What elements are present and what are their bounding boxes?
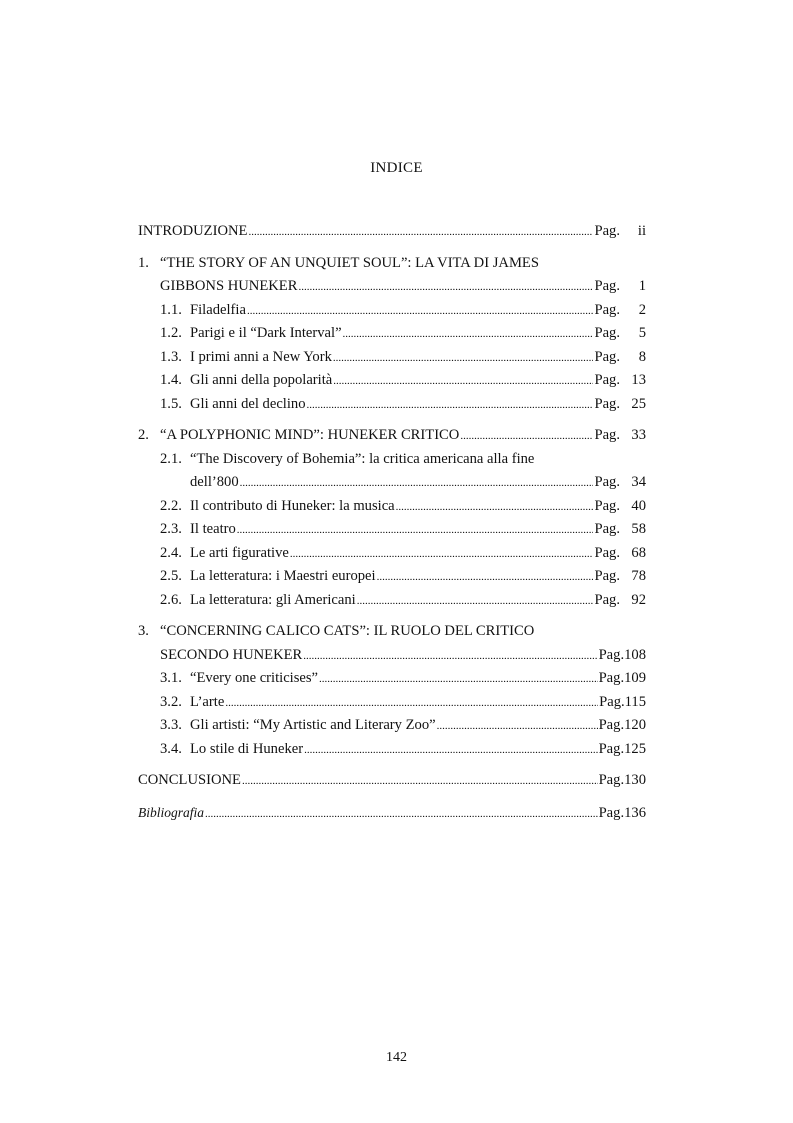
entry-title: Bibliografia [138,804,205,820]
toc-section-2-2 [138,495,646,519]
entry-page: 92 [631,591,646,608]
section-number: 3.1. [160,670,182,686]
toc-section-3-4 [138,738,646,762]
chapter-title-continued: GIBBONS HUNEKER [160,278,298,294]
pag-label: Pag. [594,325,620,341]
pag-label: Pag. [598,772,625,788]
dot-leader [396,496,594,520]
dot-leader [333,370,593,394]
pag-label: Pag. [594,568,620,584]
dot-leader [303,645,597,669]
section-number: 3.2. [160,693,182,710]
toc-section-1-1 [138,299,646,323]
entry-page: 108 [624,646,646,663]
pag-label: Pag. [598,717,625,733]
dot-leader [242,770,598,794]
dot-leader [319,668,598,692]
section-title: “The Discovery of Bohemia”: la critica americana alla fine [190,450,535,467]
section-number: 2.5. [160,568,182,584]
page-title: INDICE [370,160,423,176]
dot-leader [225,692,598,716]
toc-chapter-1-line-2 [138,275,646,299]
toc-section-1-2 [138,322,646,346]
entry-page: 33 [631,427,646,443]
section-number: 1.5. [160,395,182,412]
section-title: “Every one criticises” [190,670,319,686]
pag-label: Pag. [598,804,625,821]
chapter-title: “A POLYPHONIC MIND”: HUNEKER CRITICO [160,427,460,443]
dot-leader [290,543,594,567]
section-title: Gli artisti: “My Artistic and Literary Zoo” [190,717,436,733]
toc-section-2-4 [138,542,646,566]
entry-page: 68 [631,544,646,561]
pag-label: Pag. [594,591,620,608]
toc-section-2-1-line-1 [138,448,646,472]
pag-label: Pag. [594,372,620,388]
toc-entry-bibliografia [138,801,646,825]
dot-leader [240,472,594,496]
entry-page: ii [637,223,646,239]
chapter-title: “THE STORY OF AN UNQUIET SOUL”: LA VITA DI JAMES [160,254,539,271]
entry-title: INTRODUZIONE [138,223,248,239]
pag-label: Pag. [594,544,620,561]
pag-label: Pag. [594,497,620,514]
dot-leader [437,715,598,739]
toc-section-1-5 [138,393,646,417]
entry-page: 125 [624,740,646,757]
pag-label: Pag. [594,348,620,365]
toc-chapter-2 [138,424,646,448]
toc-chapter-3-line-2 [138,644,646,668]
dot-leader [205,803,598,827]
dot-leader [307,394,594,418]
section-number: 1.2. [160,325,182,341]
dot-leader [237,519,594,543]
pag-label: Pag. [594,395,620,412]
toc-section-1-4 [138,369,646,393]
entry-page: 5 [638,325,646,341]
section-number: 2.3. [160,521,182,537]
toc-section-3-3 [138,714,646,738]
chapter-number: 1. [138,254,149,271]
toc-section-2-3 [138,518,646,542]
toc-entry-introduzione [138,220,646,244]
section-title: La letteratura: gli Americani [190,591,356,608]
entry-page: 78 [631,568,646,584]
section-number: 2.2. [160,497,182,514]
toc-chapter-1-line-1 [138,252,646,276]
chapter-number: 2. [138,427,149,443]
toc-section-3-1 [138,667,646,691]
section-title: Il contributo di Huneker: la musica [190,497,395,514]
entry-page: 130 [624,772,646,788]
toc-section-3-2 [138,691,646,715]
section-title: Gli anni del declino [190,395,306,412]
dot-leader [460,425,593,449]
entry-page: 120 [624,717,646,733]
section-title: Parigi e il “Dark Interval” [190,325,342,341]
toc-section-2-5 [138,565,646,589]
pag-label: Pag. [594,474,620,490]
chapter-title-continued: SECONDO HUNEKER [160,646,303,663]
pag-label: Pag. [594,278,620,294]
pag-label: Pag. [594,223,620,239]
entry-page: 136 [624,804,646,821]
section-title: La letteratura: i Maestri europei [190,568,376,584]
toc-section-2-6 [138,589,646,613]
section-number: 2.1. [160,450,182,467]
entry-page: 40 [631,497,646,514]
dot-leader [247,300,594,324]
entry-page: 2 [638,301,646,318]
section-title: Filadelfia [190,301,246,318]
section-number: 1.4. [160,372,182,388]
toc-section-1-3 [138,346,646,370]
entry-page: 109 [624,670,646,686]
dot-leader [357,590,594,614]
section-title: Il teatro [190,521,236,537]
pag-label: Pag. [594,301,620,318]
section-number: 3.3. [160,717,182,733]
section-title: L’arte [190,693,225,710]
section-title-continued: dell’800 [190,474,239,490]
entry-page: 13 [631,372,646,388]
section-number: 3.4. [160,740,182,757]
entry-page: 115 [624,693,646,710]
section-title: Lo stile di Huneker [190,740,304,757]
pag-label: Pag. [598,740,625,757]
dot-leader [333,347,594,371]
pag-label: Pag. [598,646,625,663]
dot-leader [248,221,593,245]
toc-section-2-1-line-2 [138,471,646,495]
section-number: 2.6. [160,591,182,608]
entry-page: 1 [638,278,646,294]
entry-title: CONCLUSIONE [138,772,241,788]
toc-chapter-3-line-1 [138,620,646,644]
entry-page: 34 [631,474,646,490]
chapter-title: “CONCERNING CALICO CATS”: IL RUOLO DEL CRITICO [160,623,535,639]
entry-page: 58 [631,521,646,537]
entry-page: 8 [638,348,646,365]
dot-leader [304,739,597,763]
dot-leader [298,276,593,300]
dot-leader [343,323,594,347]
table-of-contents [138,220,646,824]
pag-label: Pag. [594,427,620,443]
dot-leader [377,566,594,590]
pag-label: Pag. [599,693,625,710]
pag-label: Pag. [598,670,625,686]
pag-label: Pag. [594,521,620,537]
section-number: 1.1. [160,301,182,318]
toc-entry-conclusione [138,769,646,793]
entry-page: 25 [631,395,646,412]
section-title: Gli anni della popolarità [190,372,333,388]
section-number: 2.4. [160,544,182,561]
chapter-number: 3. [138,623,149,639]
page-number: 142 [386,1050,407,1065]
section-number: 1.3. [160,348,182,365]
section-title: I primi anni a New York [190,348,332,365]
section-title: Le arti figurative [190,544,289,561]
